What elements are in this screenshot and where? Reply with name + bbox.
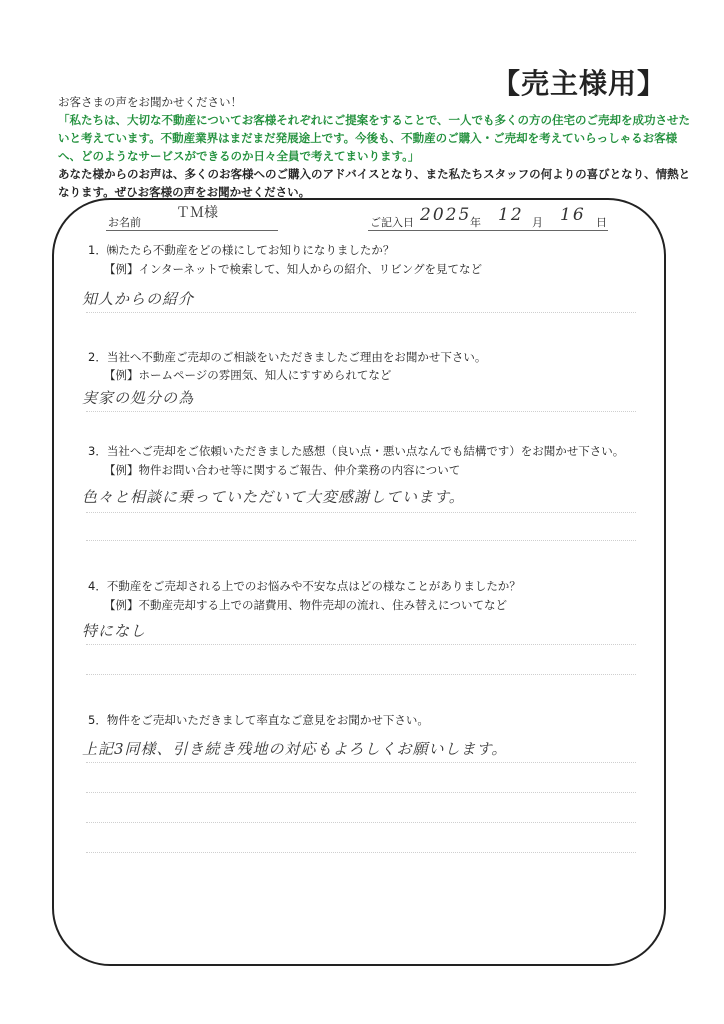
example-4: 【例】不動産売却する上での諸費用、物件売却の流れ、住み替えについてなど <box>104 598 507 612</box>
example-2: 【例】ホームページの雰囲気、知人にすすめられてなど <box>104 368 392 382</box>
name-value: ＴＭ様 <box>176 205 218 221</box>
answer-line <box>86 792 636 793</box>
answer-line <box>86 674 636 675</box>
answer-line <box>86 822 636 823</box>
answer-1: 知人からの紹介 <box>82 290 195 308</box>
name-underline <box>106 230 278 231</box>
question-1: 1．㈱たたら不動産をどの様にしてお知りになりましたか？ <box>88 243 395 257</box>
intro-closing: あなた様からのお声は、多くのお客様へのご購入のアドバイスとなり、また私たちスタッフの何よりの喜びとなり、情熱となります。ぜひお客様の声をお聞かせください。 <box>58 167 691 199</box>
answer-line <box>86 540 636 541</box>
question-5: 5．物件をご売却いただきまして率直なご意見をお聞かせ下さい。 <box>88 713 429 727</box>
date-day: 16 <box>560 205 586 225</box>
example-3: 【例】物件お問い合わせ等に関するご報告、仲介業務の内容について <box>104 463 461 477</box>
answer-2: 実家の処分の為 <box>82 389 195 407</box>
page-title: 【売主様用】 <box>491 67 666 100</box>
answer-line <box>86 762 636 763</box>
answer-line <box>86 411 636 412</box>
month-label: 月 <box>532 216 543 229</box>
date-month: 12 <box>498 205 524 225</box>
question-2: 2．当社へ不動産ご売却のご相談をいただきましたご理由をお聞かせ下さい。 <box>88 350 487 364</box>
date-label: ご記入日 <box>370 216 414 229</box>
intro-message: 「私たちは、大切な不動産についてお客様それぞれにご提案をすることで、一人でも多くの方の住宅のご売却を成功させたいと考えています。不動産業界はまだまだ発展途上です。今後も、不動産のご購入・ご売却を考えていらっしゃるお客様へ、どのようなサービスができるのか日々全員で考えてまいります。」 <box>58 113 691 163</box>
question-3: 3．当社へご売却をご依頼いただきました感想（良い点・悪い点なんでも結構です）をお聞かせ下さい。 <box>88 444 625 458</box>
intro <box>58 93 698 201</box>
answer-3: 色々と相談に乗っていただいて大変感謝しています。 <box>82 488 465 506</box>
answer-4: 特になし <box>82 622 147 640</box>
day-label: 日 <box>596 216 607 229</box>
name-label: お名前 <box>108 216 141 229</box>
date-year: 2025 <box>420 205 472 225</box>
example-1: 【例】インターネットで検索して、知人からの紹介、リビングを見てなど <box>104 262 483 276</box>
answer-line <box>86 512 636 513</box>
answer-5: 上記3同様、引き続き残地の対応もよろしくお願いします。 <box>82 740 508 758</box>
date-underline <box>368 230 608 231</box>
answer-line <box>86 312 636 313</box>
question-4: 4．不動産をご売却される上でのお悩みや不安な点はどの様なことがありましたか？ <box>88 579 521 593</box>
answer-line <box>86 644 636 645</box>
year-label: 年 <box>470 216 481 229</box>
intro-greeting: お客さまの声をお聞かせください！ <box>58 95 242 109</box>
answer-line <box>86 852 636 853</box>
